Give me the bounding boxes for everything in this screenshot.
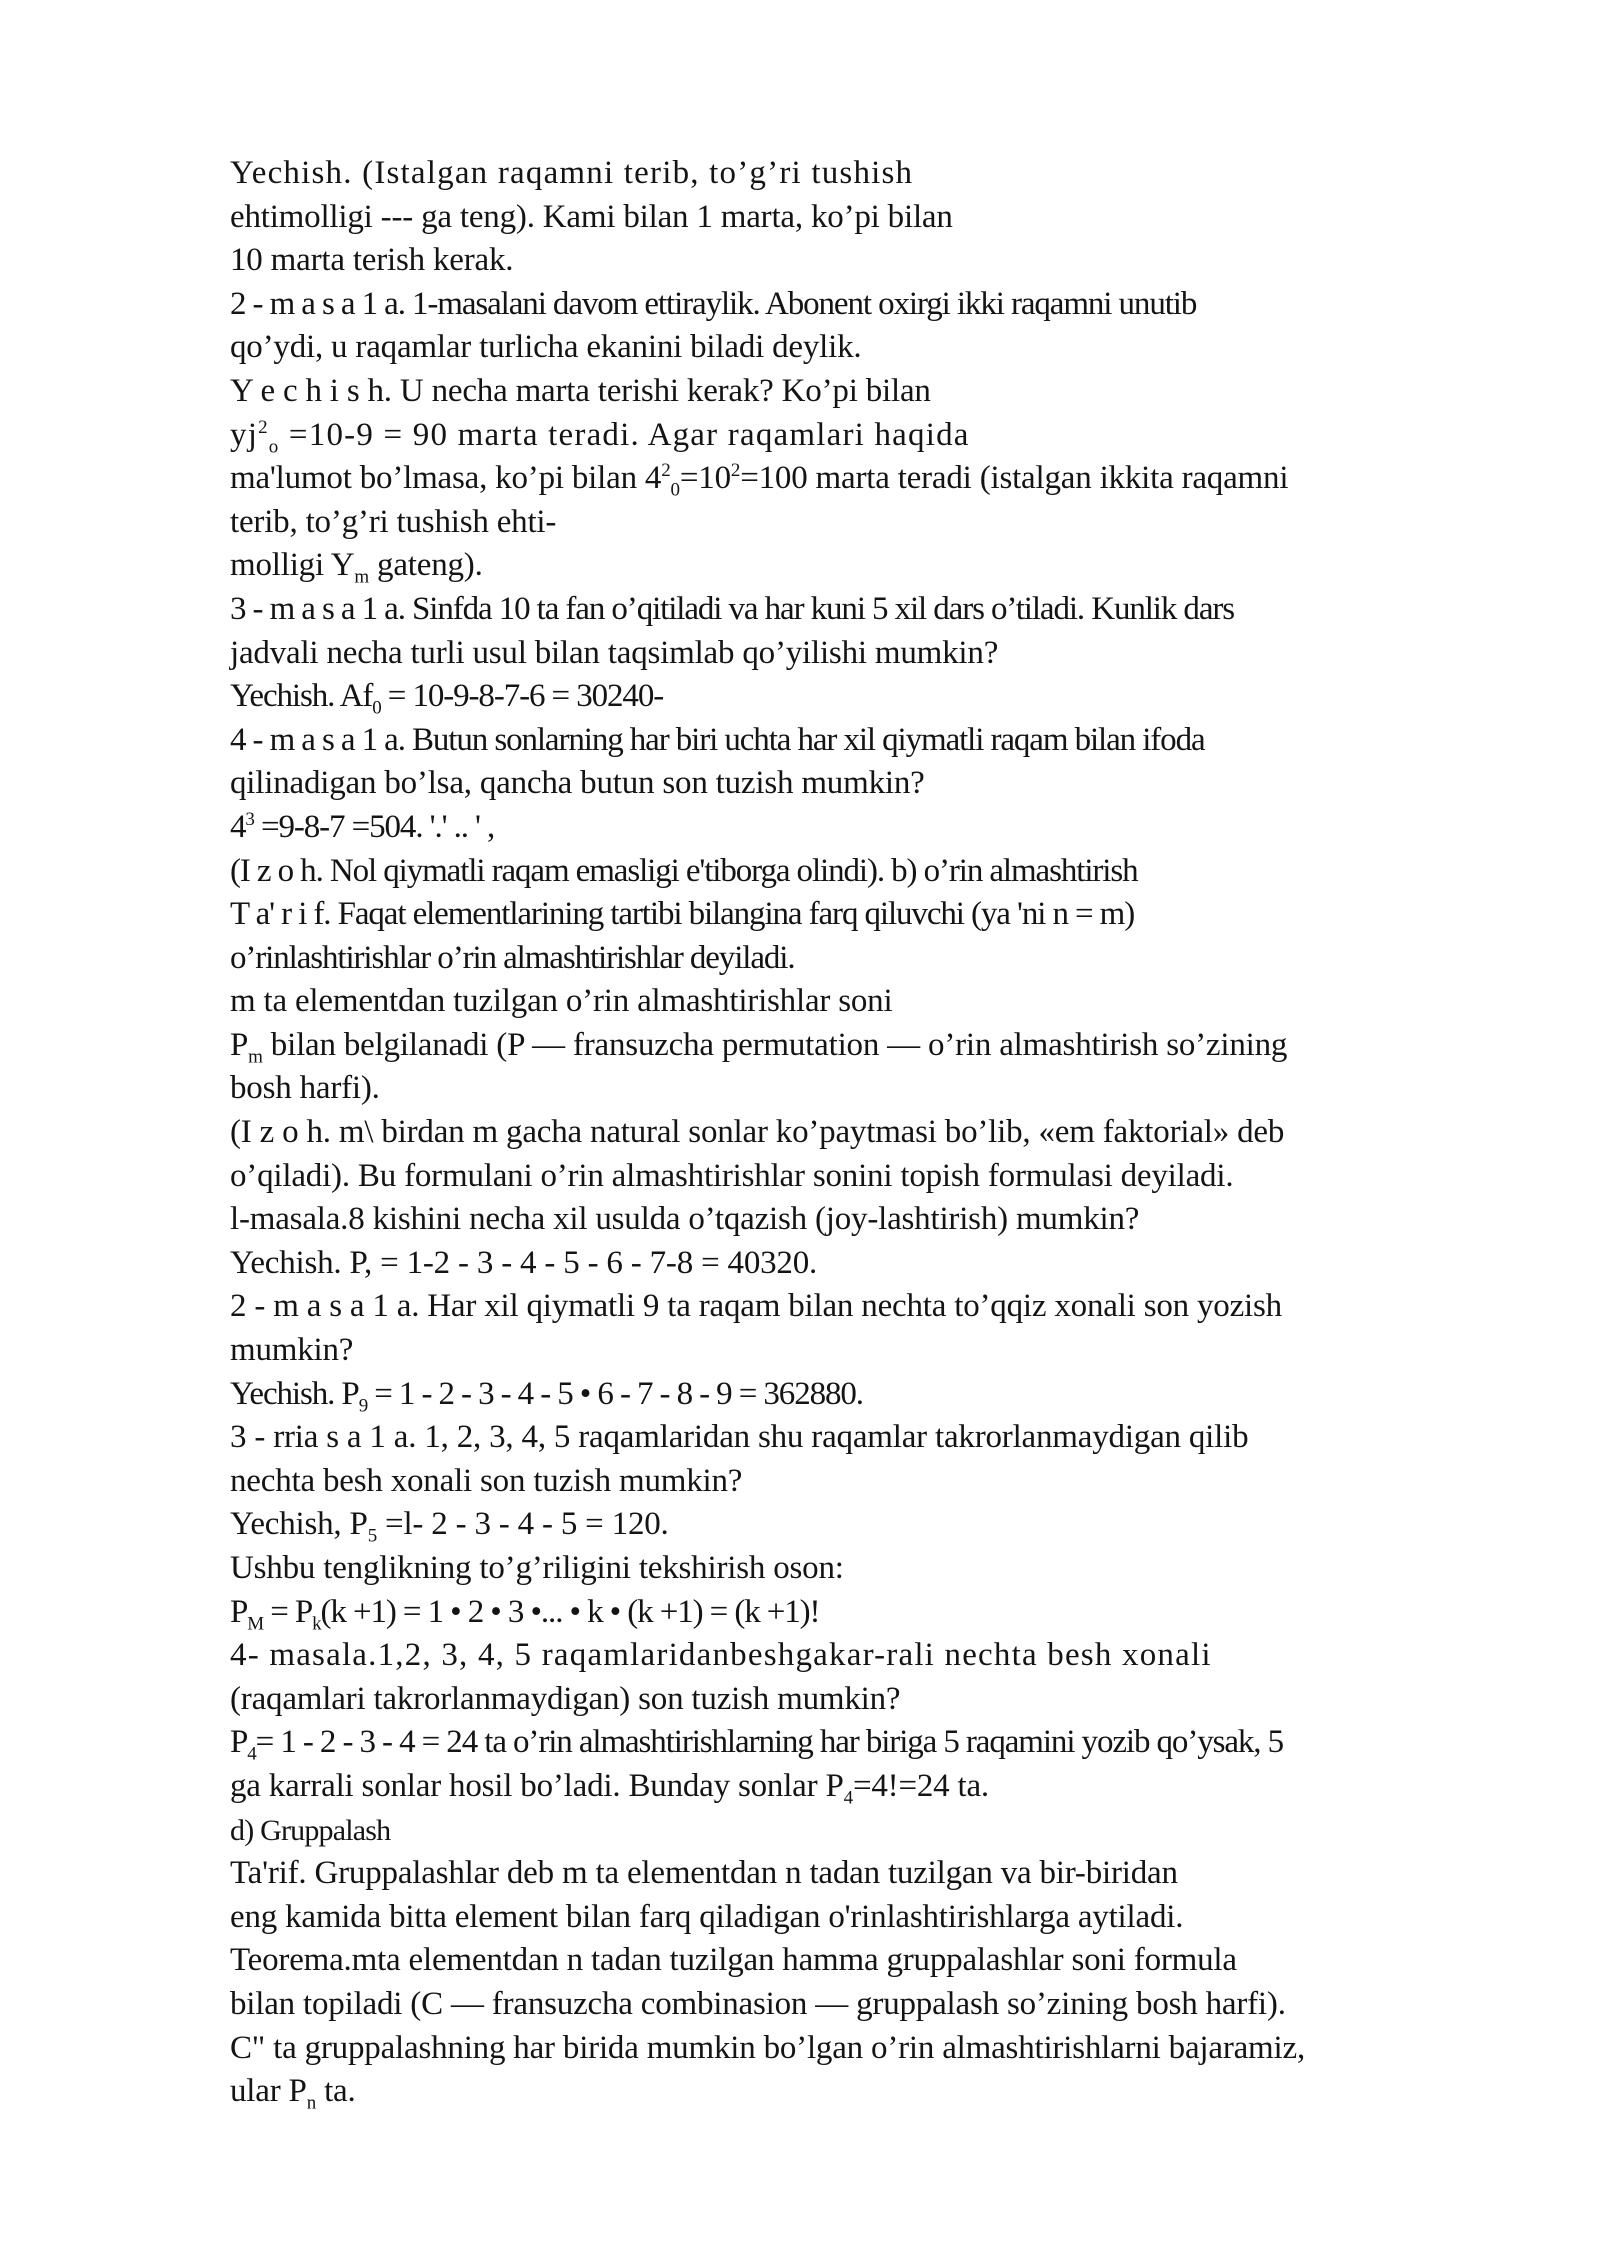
text-line: 4- masala.1,2, 3, 4, 5 raqamlaridanbeshgakar-rali nechta besh xonali bbox=[230, 1637, 1212, 1674]
text-line: molligi $Y_m$ gateng). bbox=[230, 547, 483, 588]
text-line: terib, to’g’ri tushish ehti- bbox=[230, 503, 557, 540]
text-line: Ta'rif. Gruppalashlar deb m ta elementdan n tadan tuzilgan va bir-biridan bbox=[230, 1855, 1178, 1892]
text-line: 3 - rria s a 1 a. 1, 2, 3, 4, 5 raqamlaridan shu raqamlar takrorlanmaydigan qilib bbox=[230, 1419, 1249, 1456]
document-text bbox=[230, 152, 1530, 2114]
text-line: jadvali necha turli usul bilan taqsimlab qo’yilishi mumkin? bbox=[230, 634, 999, 671]
text-line: 2 - m a s a 1 a. Har xil qiymatli 9 ta raqam bilan nechta to’qqiz xonali son yozish bbox=[230, 1288, 1282, 1325]
text-line: Yechish, $P_5 =l-$ 2 - 3 - 4 - 5 = 120. bbox=[230, 1506, 669, 1547]
text-line: 2 - m a s a 1 a. 1-masalani davom ettiraylik. Abonent oxirgi ikki raqamni unutib bbox=[230, 285, 1197, 322]
text-line: ehtimolligi --- ga teng). Kami bilan 1 marta, ko’pi bilan bbox=[230, 198, 953, 235]
text-line: qo’ydi, u raqamlar turlicha ekanini biladi deylik. bbox=[230, 329, 862, 366]
text-line: $P_m$ bilan belgilanadi (P — fransuzcha permutation — o’rin almashtirish so’zining bbox=[230, 1026, 1288, 1068]
text-line: Yechish. (Istalgan raqamni terib, to’g’ri tushish bbox=[230, 155, 914, 191]
text-line: o’qiladi). Bu formulani o’rin almashtirishlar sonini topish formulasi deyiladi. bbox=[230, 1157, 1234, 1194]
text-line: $yj^2_o =10-9 = 90$ marta teradi. Agar raqamlari haqida bbox=[230, 416, 970, 458]
text-line: 3 - m a s a 1 a. Sinfda 10 ta fan o’qitiladi va har kuni 5 xil dars o’tiladi. Kunlik dars bbox=[230, 590, 1235, 627]
text-line: $P_4= 1 - 2 - 3 - 4 = 24$ ta o’rin almashtirishlarning har biriga 5 raqamini yozib qo’ysak, 5 bbox=[230, 1724, 1283, 1765]
text-line: Yechish. $P_9 = 1 - 2 - 3 - 4 - 5$ • 6 - 7 - 8 - 9 = 362880. bbox=[230, 1375, 863, 1417]
text-line: $P_M = P_k(k +1) = 1$ • 2 • 3 •... • k • (k +1) = (k +1)! bbox=[230, 1593, 820, 1635]
text-line: o’rinlashtirishlar o’rin almashtirishlar deyiladi. bbox=[230, 939, 795, 976]
text-line: Y e c h i s h. U necha marta terishi kerak? Ko’pi bilan bbox=[230, 372, 931, 409]
text-line: mumkin? bbox=[230, 1332, 354, 1369]
text-line: bosh harfi). bbox=[230, 1070, 380, 1107]
text-line: C" ta gruppalashning har birida mumkin bo’lgan o’rin almashtirishlarni bajaramiz, bbox=[230, 2029, 1305, 2066]
text-line: ma'lumot bo’lmasa, ko’pi bilan $4^2_0=10^2=100$ marta teradi (istalgan ikkita raqamni bbox=[230, 460, 1289, 501]
text-line: Teorema.mta elementdan n tadan tuzilgan hamma gruppalashlar soni formula bbox=[230, 1942, 1237, 1979]
text-line: nechta besh xonali son tuzish mumkin? bbox=[230, 1462, 743, 1499]
text-line: m ta elementdan tuzilgan o’rin almashtirishlar soni bbox=[230, 983, 893, 1020]
text-line: eng kamida bitta element bilan farq qiladigan o'rinlashtirishlarga aytiladi. bbox=[230, 1898, 1184, 1935]
section-heading: d) Gruppalash bbox=[230, 1813, 391, 1847]
text-line: Yechish. $Af_0 = 10-9-8-7-6 = 30240-$ bbox=[230, 678, 664, 719]
text-line: $4^3 =9-8-7 =504$. '.' .. ' , bbox=[230, 808, 495, 845]
text-line: Yechish. P, = 1-2 - 3 - 4 - 5 - 6 - 7-8 = 40320. bbox=[230, 1244, 818, 1281]
text-line: (I z o h. Nol qiymatli raqam emasligi e'tiborga olindi). b) o’rin almashtirish bbox=[230, 852, 1138, 889]
text-line: l-masala.8 kishini necha xil usulda o’tqazish (joy-lashtirish) mumkin? bbox=[230, 1201, 1140, 1238]
text-line: ga karrali sonlar hosil bo’ladi. Bunday sonlar $P_4=4!=24$ ta. bbox=[230, 1767, 989, 1809]
text-line: bilan topiladi (C — fransuzcha combinasion — gruppalash so’zining bosh harfi). bbox=[230, 1985, 1286, 2022]
text-line: T a' r i f. Faqat elementlarining tartibi bilangina farq qiluvchi (ya 'ni n = m) bbox=[230, 896, 1135, 933]
text-line: qilinadigan bo’lsa, qancha butun son tuzish mumkin? bbox=[230, 765, 925, 802]
text-line: (I z o h. m\ birdan m gacha natural sonlar ko’paytmasi bo’lib, «em faktorial» deb bbox=[230, 1114, 1285, 1151]
text-line: ular $P_n$ ta. bbox=[230, 2073, 356, 2114]
text-line: Ushbu tenglikning to’g’riligini tekshirish oson: bbox=[230, 1550, 844, 1586]
text-line: (raqamlari takrorlanmaydigan) son tuzish mumkin? bbox=[230, 1680, 901, 1717]
text-line: 10 marta terish kerak. bbox=[230, 242, 514, 279]
text-line: 4 - m a s a 1 a. Butun sonlarning har biri uchta har xil qiymatli raqam bilan ifoda bbox=[230, 721, 1205, 758]
